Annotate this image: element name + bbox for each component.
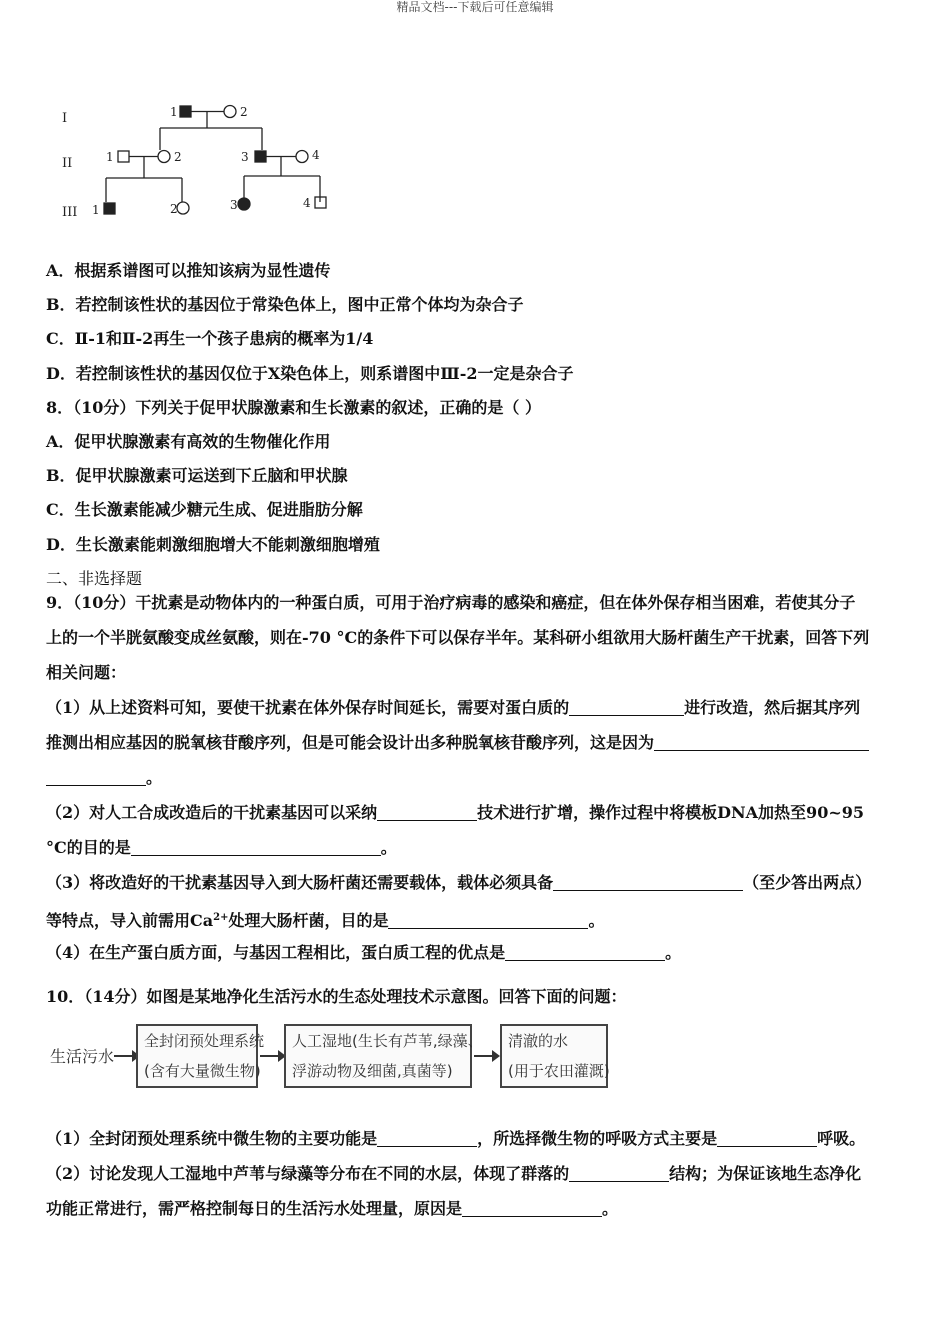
q10-part1-text-c: 呼吸。 [817,1129,866,1148]
q9-part1-text-d: 。 [146,768,163,787]
q8-option-a: A．促甲状腺激素有高效的生物催化作用 [46,432,331,451]
answer-blank[interactable] [388,912,588,929]
label-II-3: 3 [241,150,249,164]
answer-blank[interactable] [377,1130,477,1147]
q10-stem: 10．（14分）如图是某地净化生活污水的生态处理技术示意图。回答下面的问题： [46,987,627,1006]
q10-block [46,1121,902,1226]
arrow-icon [474,1055,494,1057]
q7-option-b: B．若控制该性状的基因位于常染色体上，图中正常个体均为杂合子 [46,295,524,314]
q9-stem-line-1: 9．（10分）干扰素是动物体内的一种蛋白质，可用于治疗病毒的感染和癌症，但在体外保存相当困难，若使其分子 [46,593,856,612]
generation-label-3: III [62,205,78,220]
q9-part1-text-a: （1）从上述资料可知，要使干扰素在体外保存时间延长，需要对蛋白质的 [46,698,570,717]
flow-start-label: 生活污水 [50,1047,115,1066]
individual-I-1-affected-male [180,106,191,117]
q10-part2-line-2 [46,1191,902,1226]
flow-box-clean-water [500,1024,608,1088]
arrow-icon [260,1055,280,1057]
q8-option-c: C．生长激素能减少糖元生成、促进脂肪分解 [46,500,363,519]
flow-box3-line2: (用于农田灌溉) [508,1062,610,1080]
individual-II-4-female [296,151,308,163]
answer-blank[interactable] [46,769,146,786]
q10-part1-line [46,1121,902,1156]
answer-blank[interactable] [505,944,665,961]
q10-part1-text-a: （1）全封闭预处理系统中微生物的主要功能是 [46,1129,378,1148]
flow-box-pretreatment [136,1024,265,1088]
q9-part1-line-3 [46,760,902,795]
q9-part3-text-e: 。 [588,911,605,930]
flow-box1-line1: 全封闭预处理系统 [144,1032,265,1050]
individual-I-2-female [224,106,236,118]
individual-II-1-male [118,151,129,162]
generation-label-2: II [62,156,73,171]
q9-stem-line-3: 相关问题： [46,663,127,682]
q10-part1-text-b: ，所选择微生物的呼吸方式主要是 [477,1129,718,1148]
page-header: 精品文档---下载后可任意编辑 [396,0,554,14]
label-III-4: 4 [303,196,311,210]
q9-part4-text-a: （4）在生产蛋白质方面，与基因工程相比，蛋白质工程的优点是 [46,943,506,962]
q9-part3-text-a: （3）将改造好的干扰素基因导入到大肠杆菌还需要载体，载体必须具备 [46,873,554,892]
flow-box2-line1: 人工湿地(生长有芦苇,绿藻、 [292,1032,483,1050]
flow-box-wetland [284,1024,483,1088]
q9-part1-text-b: 进行改造，然后据其序列 [684,698,861,717]
flow-box1-line2: (含有大量微生物) [144,1062,261,1080]
individual-III-2-female [177,202,189,214]
q9-part1-text-c: 推测出相应基因的脱氧核苷酸序列，但是可能会设计出多种脱氧核苷酸序列，这是因为 [46,733,655,752]
label-III-2: 2 [170,202,178,216]
individual-III-1-affected-male [104,203,115,214]
pedigree-chart [52,92,352,232]
label-III-3: 3 [230,198,238,212]
q9-part2-text-d: 。 [380,838,397,857]
flow-box2-line2: 浮游动物及细菌,真菌等) [292,1062,453,1080]
q9-block [46,585,902,970]
section-title: 二、非选择题 [46,569,143,588]
answer-blank[interactable] [569,699,684,716]
answer-blank[interactable] [654,734,869,751]
q9-part4-line-1 [46,935,902,970]
q7-option-d: D．若控制该性状的基因仅位于X染色体上，则系谱图中Ⅲ-2一定是杂合子 [46,364,574,383]
answer-blank[interactable] [717,1130,817,1147]
q9-part3-line-1 [46,865,902,900]
q9-part3-line-2 [46,900,902,935]
q10-part2-text-b: 结构；为保证该地生态净化 [669,1164,862,1183]
q9-part1-line-1 [46,690,902,725]
q9-part2-text-a: （2）对人工合成改造后的干扰素基因可以采纳 [46,803,378,822]
label-II-2: 2 [174,150,182,164]
q9-part1-line-2 [46,725,902,760]
arrow-icon [114,1055,134,1057]
label-I-2: 2 [240,105,248,119]
q9-part4-text-b: 。 [665,943,682,962]
q7-option-a: A．根据系谱图可以推知该病为显性遗传 [46,261,331,280]
answer-blank[interactable] [377,804,477,821]
q10-part2-text-d: 。 [602,1199,619,1218]
q9-part2-text-c: °C的目的是 [46,838,131,857]
q10-part2-text-a: （2）讨论发现人工湿地中芦苇与绿藻等分布在不同的水层，体现了群落的 [46,1164,570,1183]
label-I-1: 1 [170,105,178,119]
individual-II-3-affected-male [255,151,266,162]
q10-part2-line-1 [46,1156,902,1191]
q10-part2-text-c: 功能正常进行，需严格控制每日的生活污水处理量，原因是 [46,1199,463,1218]
label-III-1: 1 [92,203,100,217]
answer-blank[interactable] [553,874,743,891]
q8-option-d: D．生长激素能刺激细胞增大不能刺激细胞增殖 [46,535,380,554]
superscript: 2+ [213,912,229,923]
answer-blank[interactable] [462,1200,602,1217]
q9-part2-text-b: 技术进行扩增，操作过程中将模板DNA加热至90~95 [477,803,864,822]
q9-part3-text-b: （至少答出两点） [743,873,872,892]
q8-stem: 8．（10分）下列关于促甲状腺激素和生长激素的叙述，正确的是（ ） [46,398,541,417]
answer-blank[interactable] [569,1165,669,1182]
answer-blank[interactable] [131,839,381,856]
q7-option-c: C．Ⅱ-1和Ⅱ-2再生一个孩子患病的概率为1/4 [46,329,374,348]
generation-label-1: I [62,111,68,126]
q8-option-b: B．促甲状腺激素可运送到下丘脑和甲状腺 [46,466,348,485]
q9-part2-line-2 [46,830,902,865]
q9-part3-text-d: 处理大肠杆菌，目的是 [228,911,389,930]
q9-part3-text-c: 等特点，导入前需用Ca [46,911,214,930]
q9-part2-line-1 [46,795,902,830]
flow-box3-line1: 清澈的水 [508,1032,569,1050]
individual-II-2-female [158,151,170,163]
label-II-4: 4 [312,148,320,162]
q9-stem-line-2: 上的一个半胱氨酸变成丝氨酸，则在-70 °C的条件下可以保存半年。某科研小组欲用大肠杆菌生产干扰素，回答下列 [46,628,870,647]
label-II-1: 1 [106,150,114,164]
individual-III-3-affected-female [238,198,250,210]
